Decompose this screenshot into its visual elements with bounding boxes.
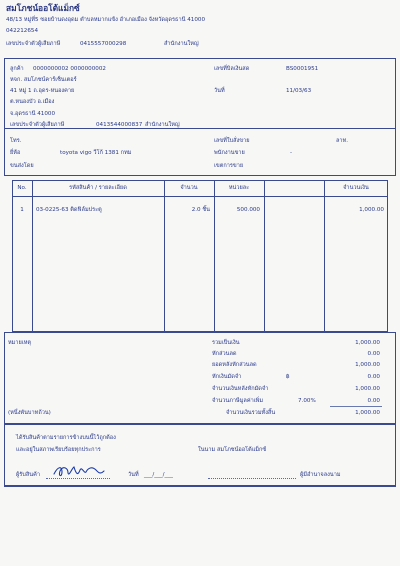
date-label: วันที่ <box>214 88 225 94</box>
customer-addr1: 41 หมู่ 1 ถ.อุดร-หนองคาย <box>10 88 75 94</box>
grand-total-rule <box>330 406 382 407</box>
discount-label: หักส่วนลด <box>212 351 237 357</box>
car-label: ยี่ห้อ <box>10 150 21 156</box>
customer-addr3: จ.อุดรธานี 41000 <box>10 111 56 117</box>
header-qty: จำนวน <box>180 185 198 191</box>
salesman-label: พนักงานขาย <box>214 150 245 156</box>
amount-in-words: (หนึ่งพันบาทถ้วน) <box>8 410 51 416</box>
col-divider <box>32 180 33 332</box>
receiver-label: ผู้รับสินค้า <box>16 472 40 478</box>
header-unit-price: หน่วยละ <box>228 185 250 191</box>
customer-name: หจก. สมโภชน์คาร์เซ็นเตอร์ <box>10 77 77 83</box>
vat-rate: 7.00% <box>298 398 316 404</box>
receiver-signature <box>52 462 108 480</box>
invoice-date: 11/03/63 <box>286 88 312 94</box>
salesman-value: - <box>290 150 293 156</box>
received-note-1: ได้รับสินค้าตามรายการข้างบนนี้ไว้ถูกต้อง <box>16 435 116 441</box>
col-divider <box>164 180 165 332</box>
customer-branch: สำนักงานใหญ่ <box>145 122 180 128</box>
receiver-date-blank: ___/___/___ <box>144 472 173 478</box>
row-qty: 2.0 ชิ้น <box>191 207 210 213</box>
ref-label: เลขที่ใบสั่งขาย <box>214 138 250 144</box>
header-desc: รหัสสินค้า / รายละเอียด <box>69 185 127 191</box>
company-address: 48/13 หมู่ที่5 ซอยบ้านดงอุดม ตำบลหมากแข้ง อำเภอเมือง จังหวัดอุดรธานี 41000 <box>6 17 206 23</box>
header-no: No. <box>17 185 27 191</box>
company-phone: 042212654 <box>6 28 39 34</box>
discount-value: 0.00 <box>367 351 380 357</box>
header-amount: จำนวนเงิน <box>343 185 369 191</box>
receiver-date-label: วันที่ <box>128 472 139 478</box>
customer-addr2: ต.หนองบัว อ.เมือง <box>10 99 55 105</box>
phone-label: โทร. <box>10 138 22 144</box>
grand-total-label: จำนวนเงินรวมทั้งสิ้น <box>226 410 276 416</box>
company-name: สมโภชน์ออโต้แม็กซ์ <box>6 3 80 13</box>
after-discount-value: 1,000.00 <box>355 362 380 368</box>
deposit-label: หักเงินมัดจำ <box>212 374 242 380</box>
company-tax-id: 0415557000298 <box>80 41 127 47</box>
received-note-2: และอยู่ในสภาพเรียบร้อยทุกประการ <box>16 447 101 453</box>
row-no: 1 <box>20 207 24 213</box>
sales-area-label: เขตการขาย <box>214 163 244 169</box>
after-discount-label: ยอดหลังหักส่วนลด <box>212 362 257 368</box>
authorized-sign-line <box>208 478 296 479</box>
customer-label: ลูกค้า <box>10 66 24 72</box>
grand-total-value: 1,000.00 <box>355 410 380 416</box>
on-behalf-label: ในนาม สมโภชน์ออโต้แม็กซ์ <box>198 447 267 453</box>
col-divider <box>214 180 215 332</box>
after-deposit-value: 1,000.00 <box>355 386 380 392</box>
row-desc: 03-0225-63 ติดฟิล์มประตู <box>36 207 102 213</box>
car-value: toyota vigo วีโก้ 1381 กทม <box>60 150 132 156</box>
vat-label: จำนวนภาษีมูลค่าเพิ่ม <box>212 398 264 404</box>
col-divider <box>324 180 325 332</box>
bottom-rule <box>4 486 396 487</box>
after-deposit-label: จำนวนเงินหลังหักมัดจำ <box>212 386 269 392</box>
items-header-divider <box>12 196 388 197</box>
customer-tax-id-label: เลขประจำตัวผู้เสียภาษี <box>10 122 65 128</box>
invoice-no: BS0001951 <box>286 66 319 72</box>
customer-box <box>4 58 396 176</box>
deposit-suffix: ฿ <box>286 374 290 380</box>
items-table <box>12 180 388 332</box>
company-branch: สำนักงานใหญ่ <box>164 41 199 47</box>
row-amount: 1,000.00 <box>359 207 384 213</box>
customer-tax-id: 0413544000837 <box>96 122 143 128</box>
deposit-value: 0.00 <box>367 374 380 380</box>
vat-value: 0.00 <box>367 398 380 404</box>
subtotal-label: รวมเป็นเงิน <box>212 340 240 346</box>
terms-label: ลาท. <box>336 138 349 144</box>
customer-codes: 0000000002 0000000002 <box>33 66 106 72</box>
col-divider <box>264 180 265 332</box>
subtotal-value: 1,000.00 <box>355 340 380 346</box>
invoice-no-label: เลขที่บิลเงินสด <box>214 66 250 72</box>
row-unit-price: 500.000 <box>236 207 260 213</box>
company-tax-id-label: เลขประจำตัวผู้เสียภาษี <box>6 41 61 47</box>
ship-label: ขนส่งโดย <box>10 163 34 169</box>
authorized-label: ผู้มีอำนาจลงนาม <box>300 472 341 478</box>
remarks-label: หมายเหตุ <box>8 340 32 346</box>
